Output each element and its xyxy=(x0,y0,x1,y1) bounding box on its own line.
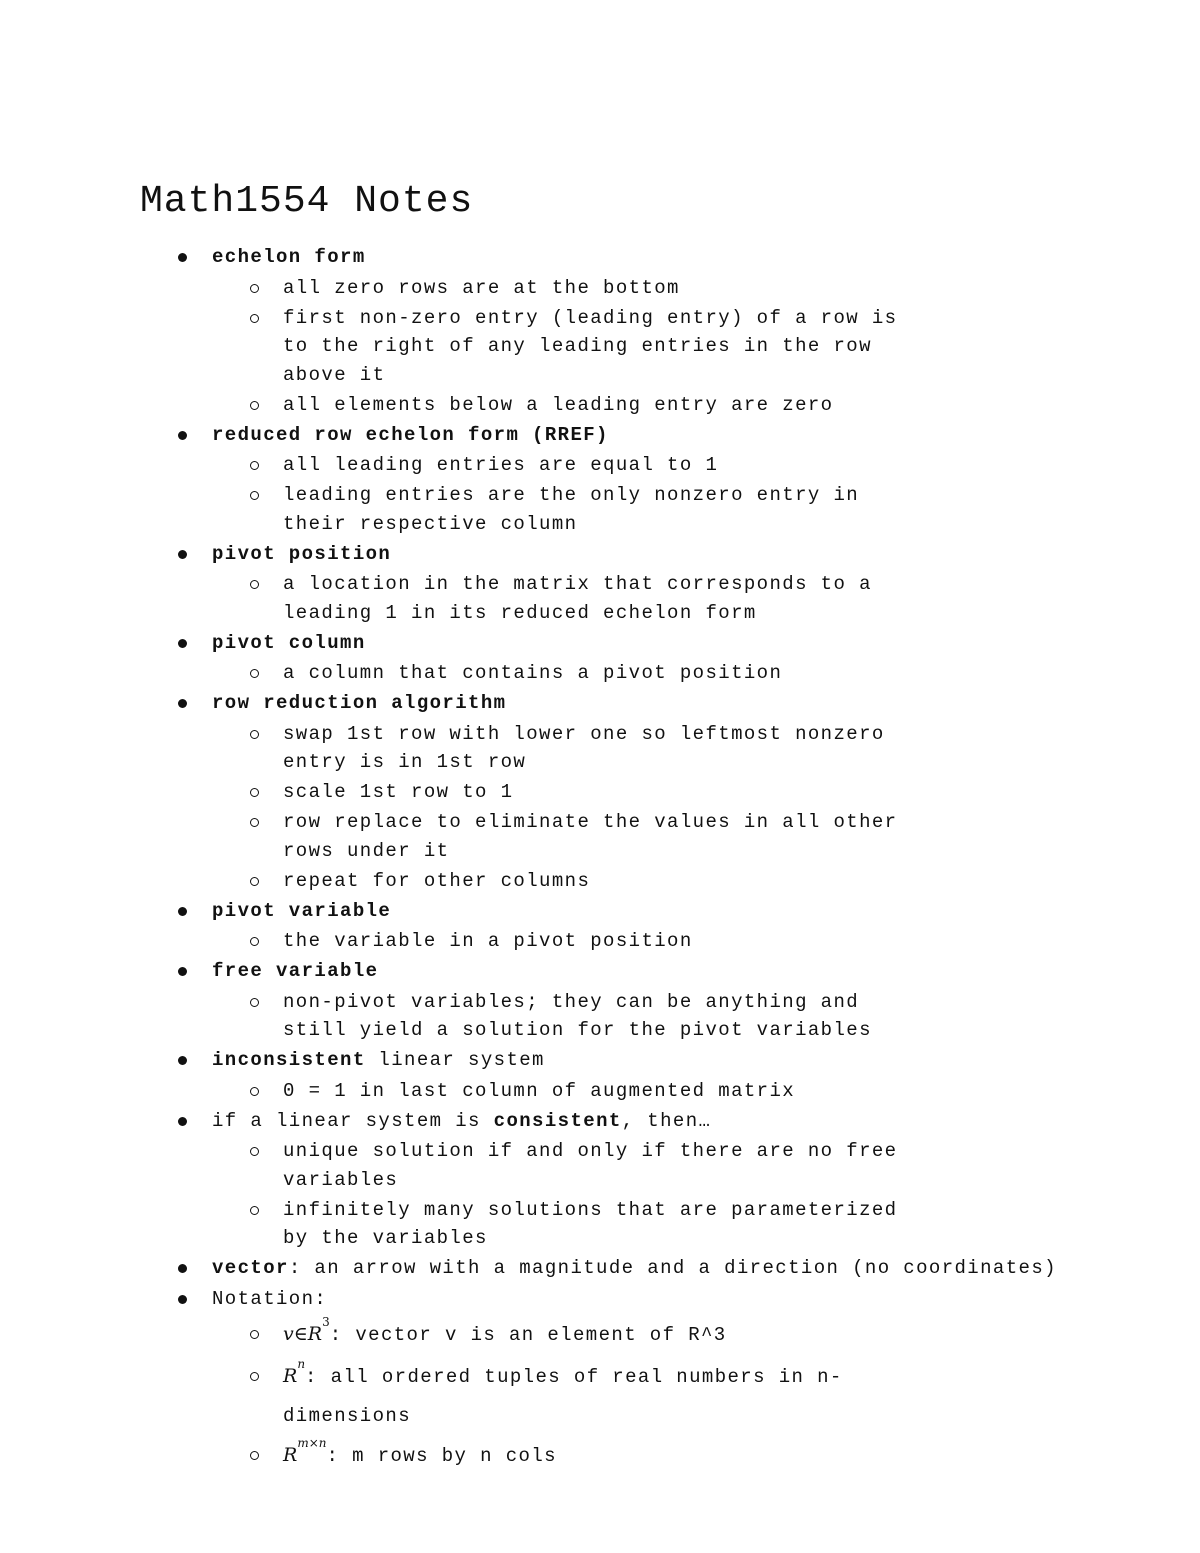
sub-list xyxy=(212,451,1060,538)
sub-item xyxy=(0,1315,1060,1355)
sub-item-text: non-pivot variables; they can be anything and still yield a solution for the pivot variables xyxy=(283,990,872,1041)
sub-item-text: : all ordered tuples of real numbers in n-dimensions xyxy=(283,1365,843,1427)
hollow-bullet-icon xyxy=(250,580,259,589)
sub-item-text: first non-zero entry (leading entry) of a row is to the right of any leading entries in the row above it xyxy=(283,306,898,386)
sub-item xyxy=(0,570,1060,627)
sub-item-text: unique solution if and only if there are no free variables xyxy=(283,1140,898,1191)
list-item xyxy=(0,540,1200,628)
notation-label: Notation: xyxy=(212,1287,328,1310)
sub-item xyxy=(0,808,1060,865)
sub-item xyxy=(0,1436,1060,1476)
bullet-icon xyxy=(178,253,187,262)
math-symbol: v∈R xyxy=(283,1323,323,1345)
sub-list xyxy=(212,927,1060,956)
sub-item-text: a column that contains a pivot position xyxy=(283,662,783,684)
bullet-icon xyxy=(178,1295,187,1304)
sub-item xyxy=(0,720,1060,777)
sub-item xyxy=(0,1137,1060,1194)
sub-item-text: leading entries are the only nonzero entry in their respective column xyxy=(283,484,860,535)
sub-item xyxy=(0,1357,1060,1435)
math-superscript: n xyxy=(297,1356,306,1371)
term: echelon form xyxy=(212,246,366,268)
sub-item-text: swap 1st row with lower one so leftmost nonzero entry is in 1st row xyxy=(283,722,885,773)
term: free variable xyxy=(212,960,379,982)
term-pre: if a linear system is xyxy=(212,1109,494,1132)
bullet-icon xyxy=(178,1264,187,1273)
hollow-bullet-icon xyxy=(250,1330,259,1339)
hollow-bullet-icon xyxy=(250,1087,259,1096)
hollow-bullet-icon xyxy=(250,1372,259,1381)
list-item xyxy=(0,957,1200,1045)
math-symbol: R xyxy=(283,1364,298,1387)
sub-item xyxy=(0,988,1060,1045)
sub-item-text: all leading entries are equal to 1 xyxy=(283,454,719,476)
sub-item xyxy=(0,274,1060,303)
bullet-icon xyxy=(178,967,187,976)
list-item xyxy=(0,243,1200,419)
math-superscript: m×n xyxy=(297,1436,327,1450)
term: pivot column xyxy=(212,631,366,654)
term: inconsistent xyxy=(212,1049,366,1071)
sub-item-text: all elements below a leading entry are zero xyxy=(283,393,834,416)
page-title: Math1554 Notes xyxy=(140,180,474,223)
sub-item xyxy=(0,778,1060,807)
sub-item xyxy=(0,927,1060,956)
sub-item xyxy=(0,1196,1060,1253)
sub-item xyxy=(0,1077,1060,1106)
bullet-icon xyxy=(178,431,187,440)
sub-item xyxy=(0,481,1060,538)
sub-list xyxy=(212,570,1060,627)
sub-item-text: all zero rows are at the bottom xyxy=(283,276,680,299)
list-item xyxy=(0,1254,1200,1283)
list-item xyxy=(0,1107,1200,1253)
sub-item-text: 0 = 1 in last column of augmented matrix xyxy=(283,1079,796,1102)
bullet-icon xyxy=(178,907,187,916)
sub-list xyxy=(212,988,1060,1045)
sub-item xyxy=(0,391,1060,420)
list-item xyxy=(0,421,1200,539)
list-item xyxy=(0,1285,1200,1477)
sub-item-text: scale 1st row to 1 xyxy=(283,781,514,803)
hollow-bullet-icon xyxy=(250,401,259,410)
hollow-bullet-icon xyxy=(250,1206,259,1215)
term-rest: : an arrow with a magnitude and a direction (no coordinates) xyxy=(288,1257,1057,1279)
term: row reduction algorithm xyxy=(212,692,507,714)
sub-item-text: infinitely many solutions that are parameterized by the variables xyxy=(283,1198,898,1249)
sub-list xyxy=(212,1077,1060,1106)
list-item xyxy=(0,897,1200,956)
sub-list xyxy=(212,274,1060,420)
hollow-bullet-icon xyxy=(250,669,259,678)
hollow-bullet-icon xyxy=(250,284,259,293)
bullet-icon xyxy=(178,1117,187,1126)
bullet-icon xyxy=(178,639,187,648)
list-item xyxy=(0,1046,1200,1105)
sub-item xyxy=(0,304,1060,390)
sub-list xyxy=(212,720,1060,896)
hollow-bullet-icon xyxy=(250,877,259,886)
sub-item-text: : m rows by n cols xyxy=(326,1445,557,1467)
sub-item-text: repeat for other columns xyxy=(283,869,591,892)
sub-item xyxy=(0,659,1060,688)
term-rest: linear system xyxy=(365,1049,545,1071)
sub-list xyxy=(212,1315,1060,1476)
term-rest: , then… xyxy=(621,1109,712,1132)
hollow-bullet-icon xyxy=(250,937,259,946)
sub-list xyxy=(212,1137,1060,1253)
notes-list xyxy=(0,243,1200,1478)
sub-item-text: row replace to eliminate the values in all other rows under it xyxy=(283,811,898,862)
hollow-bullet-icon xyxy=(250,461,259,470)
list-item xyxy=(0,689,1200,895)
sub-item xyxy=(0,451,1060,480)
sub-item-text: the variable in a pivot position xyxy=(283,930,693,952)
bullet-icon xyxy=(178,699,187,708)
hollow-bullet-icon xyxy=(250,1147,259,1156)
term: reduced row echelon form (RREF) xyxy=(212,423,609,446)
bullet-icon xyxy=(178,1056,187,1065)
math-symbol: R xyxy=(283,1444,298,1466)
hollow-bullet-icon xyxy=(250,314,259,323)
term: consistent xyxy=(493,1109,622,1132)
sub-list xyxy=(212,659,1060,688)
math-superscript: 3 xyxy=(322,1315,330,1329)
hollow-bullet-icon xyxy=(250,788,259,797)
hollow-bullet-icon xyxy=(250,1451,259,1460)
hollow-bullet-icon xyxy=(250,998,259,1007)
sub-item-text: : vector v is an element of R^3 xyxy=(329,1324,727,1346)
hollow-bullet-icon xyxy=(250,491,259,500)
term: pivot variable xyxy=(212,899,392,922)
bullet-icon xyxy=(178,550,187,559)
list-item xyxy=(0,629,1200,688)
hollow-bullet-icon xyxy=(250,818,259,827)
hollow-bullet-icon xyxy=(250,730,259,739)
term: vector xyxy=(212,1257,289,1279)
sub-item-text: a location in the matrix that corresponds to a leading 1 in its reduced echelon form xyxy=(283,573,872,624)
term: pivot position xyxy=(212,542,392,565)
sub-item xyxy=(0,867,1060,896)
